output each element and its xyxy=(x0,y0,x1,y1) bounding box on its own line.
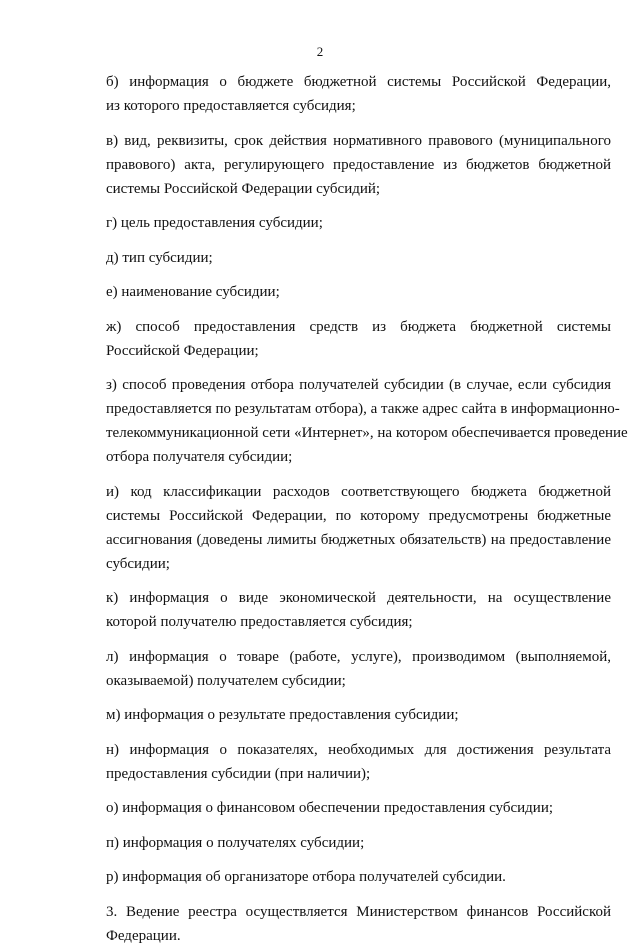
document-paragraph xyxy=(65,831,611,855)
document-paragraph xyxy=(65,373,628,469)
paragraph-line: правового) акта, регулирующего предоставление из бюджетов бюджетной xyxy=(106,156,611,173)
document-paragraph xyxy=(65,129,611,201)
page-number: 2 xyxy=(316,44,324,59)
paragraph-line: н) информация о показателях, необходимых для достижения результата xyxy=(106,741,611,758)
paragraph-line: м) информация о результате предоставления субсидии; xyxy=(106,707,459,723)
document-body xyxy=(65,70,628,948)
paragraph-line: и) код классификации расходов соответствующего бюджета бюджетной xyxy=(106,483,611,500)
paragraph-line: р) информация об организаторе отбора получателей субсидии. xyxy=(106,869,506,885)
paragraph-line: в) вид, реквизиты, срок действия нормативного правового (муниципального xyxy=(106,132,611,149)
paragraph-line: е) наименование субсидии; xyxy=(106,284,280,300)
paragraph-line: предоставляется по результатам отбора), а также адрес сайта в информационно- xyxy=(106,401,620,417)
document-paragraph xyxy=(65,586,611,634)
paragraph-line: оказываемой) получателем субсидии; xyxy=(106,672,346,689)
paragraph-line: Федерации. xyxy=(106,927,181,944)
document-paragraph xyxy=(65,280,611,304)
document-paragraph xyxy=(65,645,611,693)
paragraph-line: которой получателю предоставляется субсидия; xyxy=(106,614,413,630)
document-paragraph xyxy=(65,315,611,363)
paragraph-line: Российской Федерации; xyxy=(106,342,259,359)
paragraph-line: л) информация о товаре (работе, услуге), производимом (выполняемой, xyxy=(106,648,611,665)
paragraph-line: ассигнования (доведены лимиты бюджетных обязательств) на предоставление xyxy=(106,531,611,548)
document-paragraph xyxy=(65,738,611,786)
paragraph-line: системы Российской Федерации, по которому предусмотрены бюджетные xyxy=(106,507,611,524)
paragraph-line: д) тип субсидии; xyxy=(106,249,213,266)
paragraph-line: системы Российской Федерации субсидий; xyxy=(106,180,381,197)
paragraph-line: 3. Ведение реестра осуществляется Министерством финансов Российской xyxy=(106,903,611,920)
document-paragraph xyxy=(65,480,611,576)
paragraph-line: отбора получателя субсидии; xyxy=(106,449,293,465)
paragraph-line: субсидии; xyxy=(106,555,170,572)
document-paragraph xyxy=(65,900,611,948)
paragraph-line: г) цель предоставления субсидии; xyxy=(106,215,323,231)
paragraph-line: з) способ проведения отбора получателей субсидии (в случае, если субсидия xyxy=(106,377,611,393)
document-paragraph xyxy=(65,70,611,118)
paragraph-line: телекоммуникационной сети «Интернет», на котором обеспечивается проведение xyxy=(106,425,628,441)
document-paragraph xyxy=(65,796,611,820)
paragraph-line: из которого предоставляется субсидия; xyxy=(106,98,356,114)
paragraph-line: предоставления субсидии (при наличии); xyxy=(106,765,371,782)
paragraph-line: б) информация о бюджете бюджетной системы Российской Федерации, xyxy=(106,74,611,90)
paragraph-line: ж) способ предоставления средств из бюджета бюджетной системы xyxy=(106,318,611,335)
paragraph-line: к) информация о виде экономической деятельности, на осуществление xyxy=(106,590,611,606)
document-paragraph xyxy=(65,703,611,727)
paragraph-line: п) информация о получателях субсидии; xyxy=(106,834,365,851)
paragraph-line: о) информация о финансовом обеспечении предоставления субсидии; xyxy=(106,800,554,816)
document-paragraph xyxy=(65,865,611,889)
document-paragraph xyxy=(65,246,611,270)
document-paragraph xyxy=(65,211,611,235)
